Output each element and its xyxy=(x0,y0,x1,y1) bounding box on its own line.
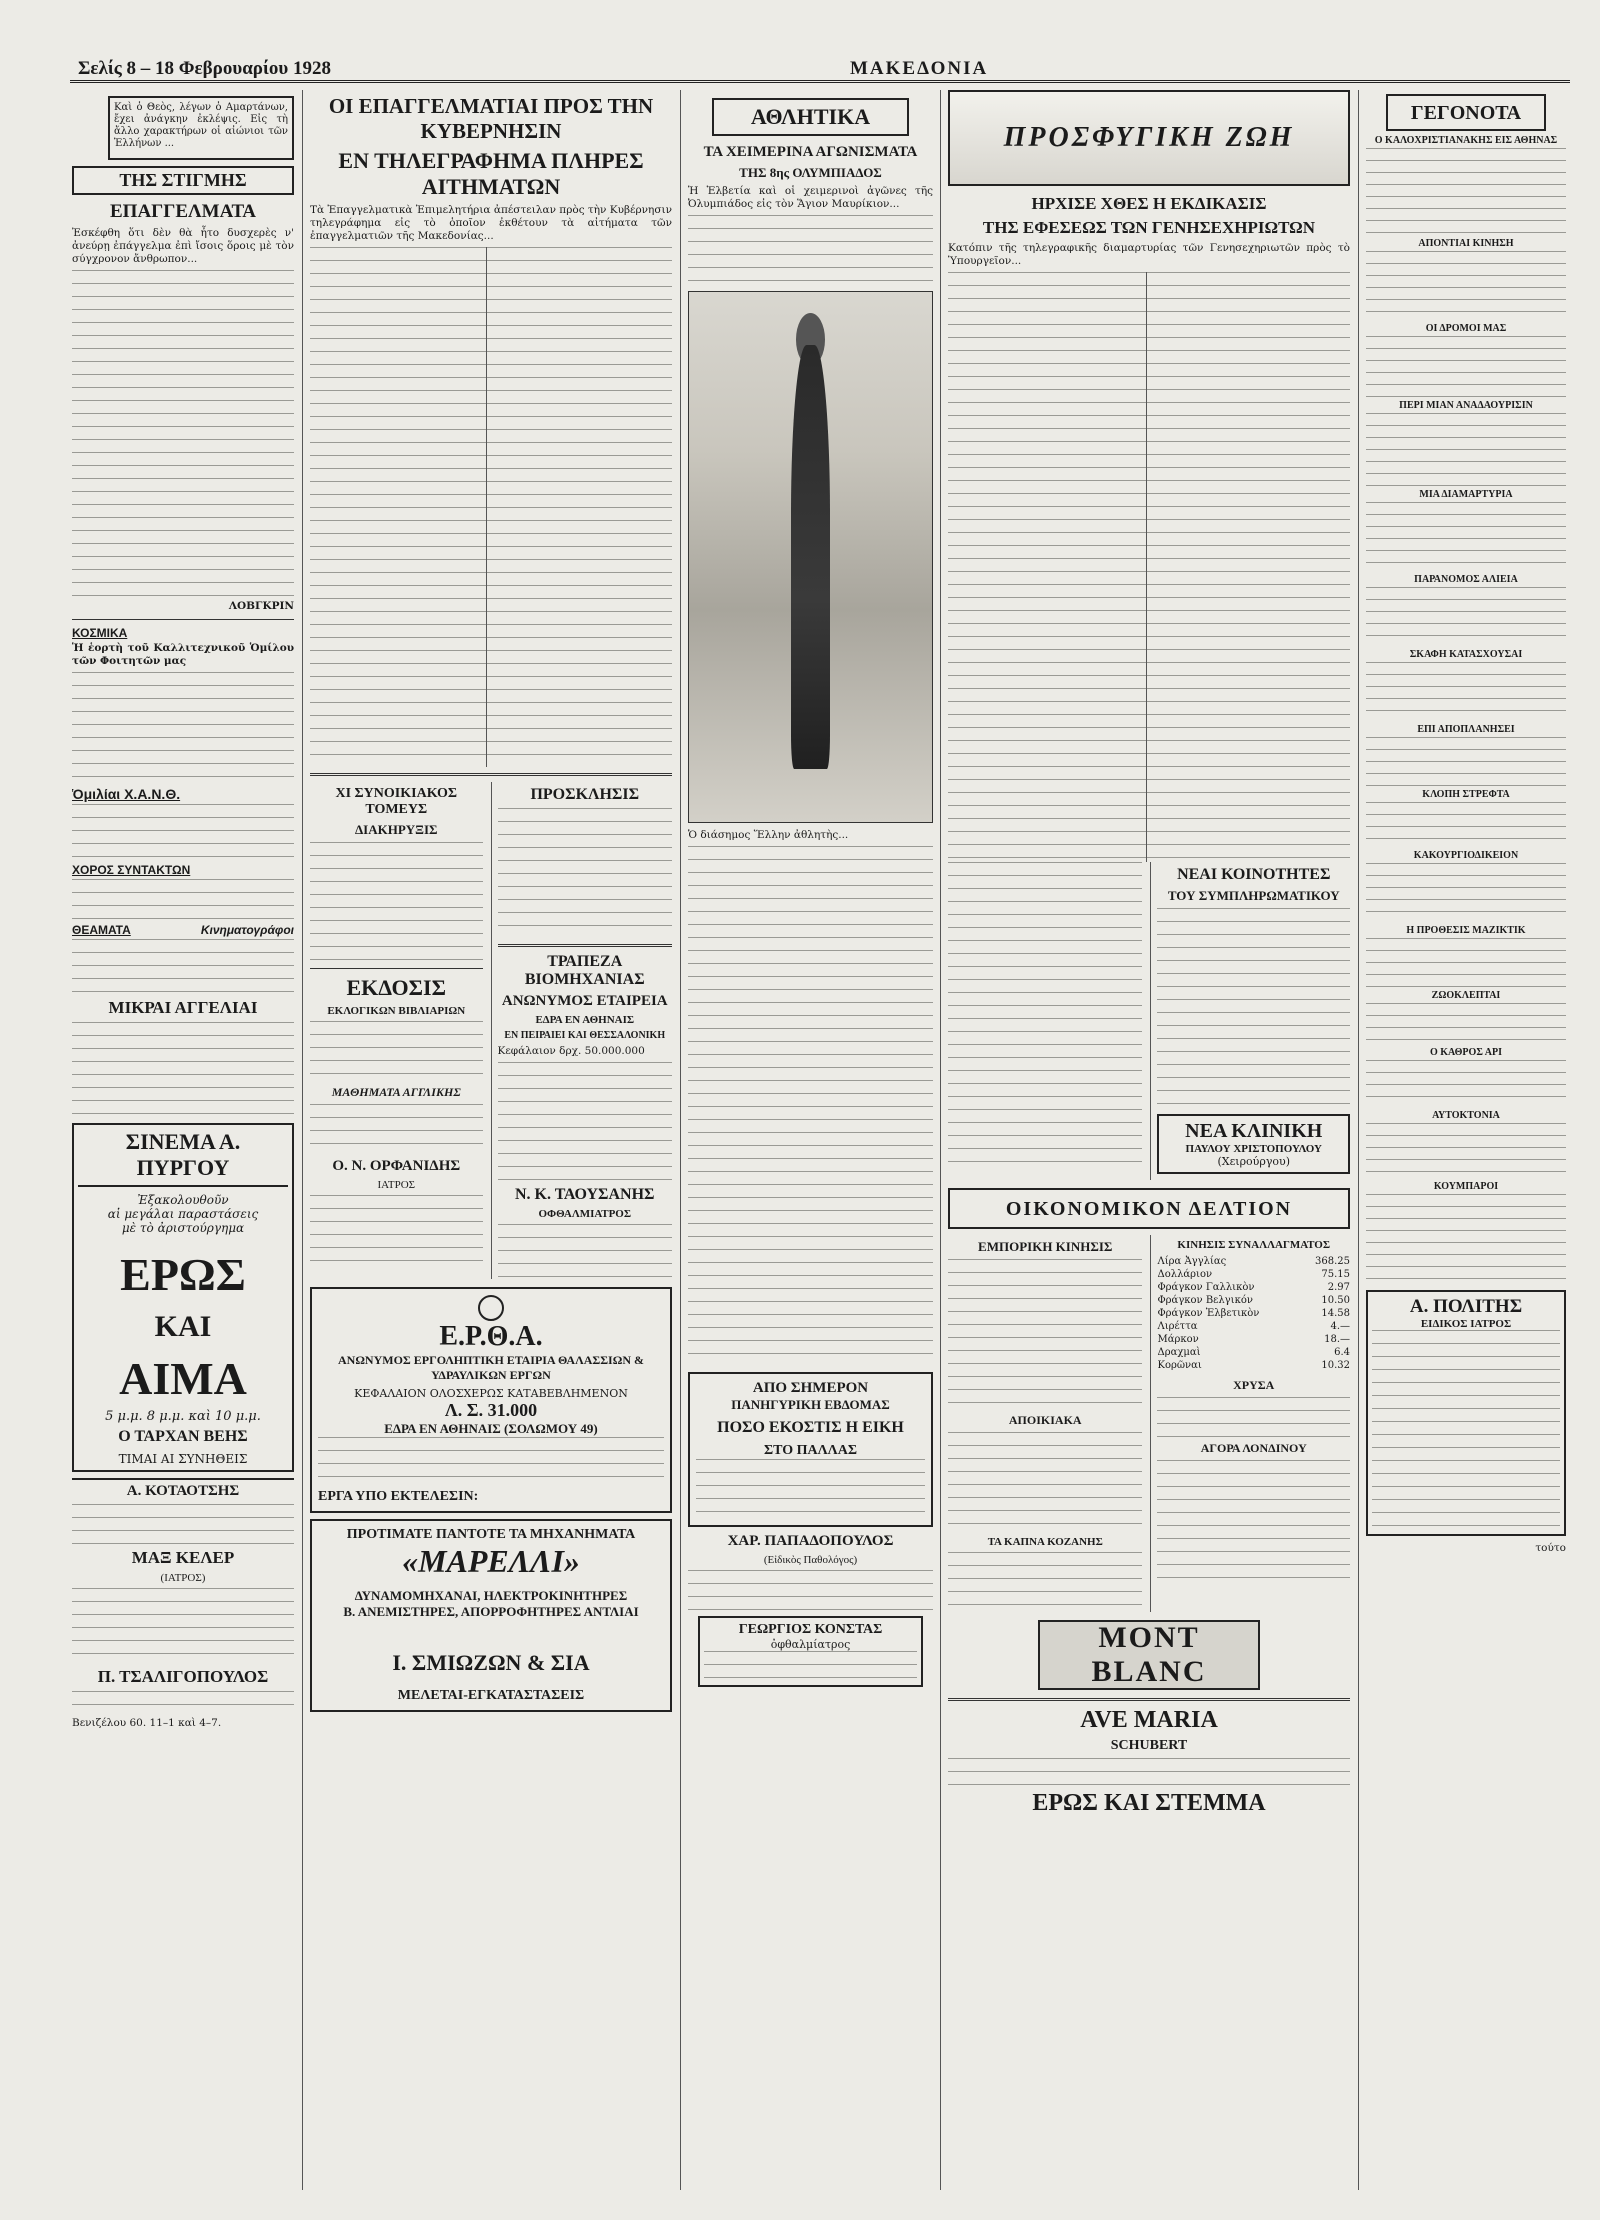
marelli-ad xyxy=(310,1519,672,1712)
pilikotis-title: ΑΠΟ ΣΗΜΕΡΟΝ xyxy=(752,1380,869,1396)
gegonota-item-body xyxy=(1366,863,1566,923)
rates-list xyxy=(1157,1255,1350,1372)
rate-label: Δραχμαὶ xyxy=(1157,1347,1201,1358)
photo-caption: Ὁ διάσημος Ἕλλην ἀθλητὴς... xyxy=(688,829,849,841)
gegonota-item-body xyxy=(1366,587,1566,647)
kosmika-text: Ἡ ἑορτὴ τοῦ Καλλιτεχνικοῦ Ὁμίλου τῶν Φοιτητῶν μας xyxy=(72,642,294,667)
doctor3-name: Π. ΤΣΑΛΙΓΟΠΟΥΛΟΣ xyxy=(97,1667,269,1686)
aggelies-filler xyxy=(72,1022,294,1117)
mathimata-filler xyxy=(310,1104,483,1154)
gegonota-item-title: Ο ΚΑΘΡΟΣ ΑΡΙ xyxy=(1429,1047,1503,1058)
quote-box xyxy=(108,96,294,160)
gegonota-item-title: ΚΛΟΠΗ ΣΤΡΕΦΤΑ xyxy=(1422,789,1510,800)
athletics-body: Ἡ Ἑλβετία καὶ οἱ χειμερινοὶ ἀγῶνες τῆς Ὀλυμπιάδος εἰς τὸν Ἅγιον Μαυρίκιον... xyxy=(688,185,933,210)
oikon-left xyxy=(948,1235,1142,1612)
bank-capital: Κεφάλαιον δρχ. 50.000.000 xyxy=(497,1045,645,1057)
oikon-split xyxy=(948,1235,1350,1612)
prosklisis-title: ΠΡΟΣΚΛΗΣΙΣ xyxy=(530,786,640,803)
col5-foot: τούτο xyxy=(1535,1542,1566,1554)
gegonota-item-title: ΣΚΑΦΗ ΚΑΤΑΣΧΟΥΣΑΙ xyxy=(1409,649,1523,660)
gegonota-item-title: ΟΙ ΔΡΟΜΟΙ ΜΑΣ xyxy=(1425,323,1507,334)
politis-filler xyxy=(1372,1330,1560,1530)
doctor2-name: ΜΑΞ ΚΕΛΕΡ xyxy=(131,1548,235,1567)
col2-right-sub xyxy=(491,782,672,1279)
cinema-title: ΣΙΝΕΜΑ Α. ΠΥΡΓΟΥ xyxy=(78,1129,288,1187)
rate-value: 10.32 xyxy=(1321,1360,1350,1371)
montblanc-text: MONT BLANC xyxy=(1091,1621,1207,1688)
theamata-title: ΘΕΑΜΑΤΑ Κινηματογράφοι xyxy=(72,923,294,937)
doctor-left-filler xyxy=(310,1195,483,1273)
masthead-title: ΜΑΚΕΔΟΝΙΑ xyxy=(850,58,989,79)
column-5 xyxy=(1366,90,1566,2190)
rate-row xyxy=(1157,1294,1350,1307)
bank-sub: ΑΝΩΝΥΜΟΣ ΕΤΑΙΡΕΙΑ xyxy=(501,993,668,1009)
col4-head1: ΗΡΧΙΣΕ ΧΘΕΣ Η ΕΚΔΙΚΑΣΙΣ xyxy=(1031,194,1267,213)
doctor-left-name: Ο. Ν. ΟΡΦΑΝΙΔΗΣ xyxy=(332,1158,461,1174)
oikon-title-box: ΟΙΚΟΝΟΜΙΚΟΝ ΔΕΛΤΙΟΝ xyxy=(948,1188,1350,1229)
avemaria-title: AVE MARIA xyxy=(1080,1707,1218,1733)
col2-article-filler xyxy=(310,247,672,767)
ertha-capital: ΚΕΦΑΛΑΙΟΝ ΟΛΟΣΧΕΡΩΣ ΚΑΤΑΒΕΒΛΗΜΕΝΟΝ xyxy=(354,1387,628,1400)
pilikotis-ad xyxy=(688,1372,933,1527)
kalia-title: ΤΑ ΚΑΠΝΑ ΚΟΖΑΝΗΣ xyxy=(987,1536,1103,1548)
rate-label: Φράγκον Γαλλικὸν xyxy=(1157,1282,1255,1293)
xoros-title: ΧΟΡΟΣ ΣΥΝΤΑΚΤΩΝ xyxy=(72,863,191,877)
marelli-name: «ΜΑΡΕΛΛΙ» xyxy=(402,1543,580,1579)
rate-value: 75.15 xyxy=(1321,1269,1350,1280)
film-title-b: ΚΑΙ xyxy=(154,1310,212,1343)
koinotites-sub: ΤΟΥ ΣΥΜΠΛΗΡΩΜΑΤΙΚΟΥ xyxy=(1167,888,1340,903)
xoros-filler xyxy=(72,879,294,919)
rate-label: Λιρέττα xyxy=(1157,1321,1198,1332)
stigmi-title: ΤΗΣ ΣΤΙΓΜΗΣ xyxy=(72,166,294,195)
gegonota-item-title: ΑΠΟΝΤΙΑΙ ΚΙΝΗΣΗ xyxy=(1418,238,1514,249)
bank-branch: ΕΝ ΠΕΙΡΑΙΕΙ ΚΑΙ ΘΕΣΣΑΛΟΝΙΚΗ xyxy=(504,1030,666,1041)
apoikia-filler xyxy=(948,1432,1142,1532)
gegonota-item-body xyxy=(1366,938,1566,988)
doctor-right-sub: ΟΦΘΑΛΜΙΑΤΡΟΣ xyxy=(538,1208,632,1220)
rate-value: 10.50 xyxy=(1321,1295,1350,1306)
athlete-photo xyxy=(688,291,933,823)
schubert: SCHUBERT xyxy=(1110,1738,1188,1753)
rate-row xyxy=(1157,1346,1350,1359)
rate-value: 18.— xyxy=(1324,1334,1350,1345)
koinotites-filler xyxy=(1157,908,1350,1108)
col4-article-filler xyxy=(948,272,1350,862)
rate-row xyxy=(1157,1307,1350,1320)
cinema-foot: ΤΙΜΑΙ ΑΙ ΣΥΝΗΘΕΙΣ xyxy=(118,1452,248,1466)
agora-filler xyxy=(1157,1460,1350,1580)
col3-doctor1-sub: (Εἰδικὸς Παθολόγος) xyxy=(763,1554,858,1566)
doctor-left-sub: ΙΑΤΡΟΣ xyxy=(377,1179,416,1191)
smidt-name: Ι. ΣΜΙΩΖΩΝ & ΣΙΑ xyxy=(392,1650,590,1675)
col3-doctor1: ΧΑΡ. ΠΑΠΑΔΟΠΟΥΛΟΣ xyxy=(727,1533,894,1549)
author-sign: ΛΟΒΓΚΡΙΝ xyxy=(228,600,294,612)
col3-doctor2: ΓΕΩΡΓΙΟΣ ΚΟΝΣΤΑΣ xyxy=(738,1622,883,1637)
rate-row xyxy=(1157,1359,1350,1372)
eros-stemma: ΕΡΩΣ ΚΑΙ ΣΤΕΜΜΑ xyxy=(1032,1790,1266,1816)
rate-row xyxy=(1157,1333,1350,1346)
gegonota-item-body xyxy=(1366,1123,1566,1179)
col4-right xyxy=(1150,862,1350,1180)
synallagma-title: ΚΙΝΗΣΙΣ ΣΥΝΑΛΛΑΓΜΑΤΟΣ xyxy=(1177,1239,1331,1251)
gegonota-item-body xyxy=(1366,251,1566,321)
athletics-filler xyxy=(688,215,933,285)
athletics-sub1: ΤΑ ΧΕΙΜΕΡΙΝΑ ΑΓΩΝΙΣΜΑΤΑ xyxy=(703,144,918,160)
col3-doctor1-filler xyxy=(688,1570,933,1610)
gegonota-item-title: ΜΙΑ ΔΙΑΜΑΡΤΥΡΙΑ xyxy=(1419,489,1513,500)
kosmika-body-filler xyxy=(72,672,294,782)
rate-label: Κορῶναι xyxy=(1157,1360,1202,1371)
bank-title: ΤΡΑΠΕΖΑ ΒΙΟΜΗΧΑΝΙΑΣ xyxy=(524,953,645,988)
col2-headline1: ΟΙ ΕΠΑΓΓΕΛΜΑΤΙΑΙ ΠΡΟΣ ΤΗΝ ΚΥΒΕΡΝΗΣΙΝ xyxy=(328,94,654,143)
marelli-mid2: Β. ΑΝΕΜΙΣΤΗΡΕΣ, ΑΠΟΡΡΟΦΗΤΗΡΕΣ ΑΝΤΛΙΑΙ xyxy=(343,1604,639,1619)
politis-box xyxy=(1366,1290,1566,1536)
rate-value: 14.58 xyxy=(1321,1308,1350,1319)
doctor1-name: Α. ΚΟΤΑΟΤΣΗΣ xyxy=(72,1478,294,1500)
column-2 xyxy=(310,90,672,2190)
omilia-filler xyxy=(72,804,294,859)
col2-headline2: ΕΝ ΤΗΛΕΓΡΑΦΗΜΑ ΠΛΗΡΕΣ ΑΙΤΗΜΑΤΩΝ xyxy=(338,148,644,199)
rate-value: 2.97 xyxy=(1327,1282,1350,1293)
ekdosis-title: ΕΚΔΟΣΙΣ xyxy=(346,975,446,1000)
montblanc-ad xyxy=(1038,1620,1260,1690)
gegonota-item-title: ΠΕΡΙ ΜΙΑΝ ΑΝΑΔΑΟΥΡΙΣΙΝ xyxy=(1399,400,1533,411)
rate-label: Λίρα Ἀγγλίας xyxy=(1157,1256,1227,1267)
doctor2-sub: (ΙΑΤΡΟΣ) xyxy=(160,1572,206,1584)
gegonota-item-title: ΚΟΥΜΠΑΡΟΙ xyxy=(1433,1181,1499,1192)
gegonota-item-title: Ο ΚΑΛΟΧΡΙΣΤΙΑΝΑΚΗΣ ΕΙΣ ΑΘΗΝΑΣ xyxy=(1374,135,1558,146)
banner-text: ΠΡΟΣΦΥΓΙΚΗ ΖΩΗ xyxy=(1003,122,1295,153)
apoikia-title: ΑΠΟΙΚΙΑΚΑ xyxy=(1008,1413,1082,1427)
doctor3-hours: Βενιζέλου 60. 11–1 καὶ 4–7. xyxy=(72,1717,222,1729)
gegonota-item-body xyxy=(1366,336,1566,398)
theamata-filler xyxy=(72,939,294,994)
col2-left-sub xyxy=(310,782,483,1279)
cinema-line2: αἱ μεγάλαι παραστάσεις xyxy=(107,1207,259,1221)
prosklisis-filler xyxy=(498,808,672,938)
cinema-star: Ο ΤΑΡΧΑΝ ΒΕΗΣ xyxy=(118,1428,248,1445)
gegonota-item-body xyxy=(1366,662,1566,722)
syn-filler xyxy=(310,842,483,962)
film-title-c: ΑΙΜΑ xyxy=(119,1353,247,1404)
epaggelmata-title: ΕΠΑΓΓΕΛΜΑΤΑ xyxy=(110,201,256,222)
ertha-title: Ε.Ρ.Θ.Α. xyxy=(439,1321,543,1352)
syn-title: ΧΙ ΣΥΝΟΙΚΙΑΚΟΣ ΤΟΜΕΥΣ xyxy=(335,786,458,817)
ertha-sub: ΑΝΩΝΥΜΟΣ ΕΡΓΟΛΗΠΤΙΚΗ ΕΤΑΙΡΙΑ ΘΑΛΑΣΣΙΩΝ & ΥΔΡΑΥΛΙΚΩΝ ΕΡΓΩΝ xyxy=(337,1353,645,1382)
pilikotis-ad-title: ΠΟΣΟ ΕΚΟΣΤΙΣ Η ΕΙΚΗ xyxy=(717,1419,904,1436)
cinema-times: 5 μ.μ. 8 μ.μ. καὶ 10 μ.μ. xyxy=(105,1409,261,1424)
gegonota-item-title: ΚΑΚΟΥΡΓΙΟΔΙΚΕΙΟΝ xyxy=(1413,850,1519,861)
gegonota-item-body xyxy=(1366,1003,1566,1045)
rate-label: Μάρκον xyxy=(1157,1334,1199,1345)
col4-left-filler xyxy=(948,862,1142,1162)
aggelies-title: ΜΙΚΡΑΙ ΑΓΓΕΛΙΑΙ xyxy=(108,998,258,1017)
ertha-logo-icon xyxy=(478,1295,504,1321)
emporiki-filler xyxy=(948,1259,1142,1409)
kalia-filler xyxy=(948,1552,1142,1612)
col3-doctor2-sub: ὀφθαλμίατρος xyxy=(770,1638,851,1651)
column-1 xyxy=(72,90,294,2190)
epaggelmata-body-filler xyxy=(72,270,294,600)
col2-split-row xyxy=(310,782,672,1279)
doctor2-filler xyxy=(72,1588,294,1663)
oikon-right xyxy=(1150,1235,1350,1612)
ertha-filler xyxy=(318,1437,664,1489)
politis-sub: ΕΙΔΙΚΟΣ ΙΑΤΡΟΣ xyxy=(1420,1318,1512,1330)
kosmika-title: ΚΟΣΜΙΚΑ xyxy=(72,626,128,640)
gegonota-item-body xyxy=(1366,802,1566,848)
col4-head2: ΤΗΣ ΕΦΕΣΕΩΣ ΤΩΝ ΓΕΝΗΣΕΧΗΡΙΩΤΩΝ xyxy=(982,218,1316,237)
chrysa-title: ΧΡΥΣΑ xyxy=(1233,1378,1275,1392)
gegonota-item-title: ΖΩΟΚΛΕΠΤΑΙ xyxy=(1431,990,1501,1001)
rate-label: Φράγκον Βελγικόν xyxy=(1157,1295,1253,1306)
ertha-amount: Λ. Σ. 31.000 xyxy=(444,1400,538,1420)
bank-seat: ΕΔΡΑ ΕΝ ΑΘΗΝΑΙΣ xyxy=(535,1014,635,1026)
bank-filler xyxy=(498,1062,672,1182)
klinik-box xyxy=(1157,1114,1350,1174)
col4-body: Κατόπιν τῆς τηλεγραφικῆς διαμαρτυρίας τῶν Γενησεχηριωτῶν πρὸς τὸ Ὑπουργεῖον... xyxy=(948,242,1350,267)
syn-sub: ΔΙΑΚΗΡΥΞΙΣ xyxy=(355,822,438,837)
gegonota-list xyxy=(1366,135,1566,1284)
politis-name: Α. ΠΟΛΙΤΗΣ xyxy=(1409,1296,1523,1317)
prosfygiki-banner xyxy=(948,90,1350,186)
rate-row xyxy=(1157,1255,1350,1268)
marelli-mid: ΔΥΝΑΜΟΜΗΧΑΝΑΙ, ΗΛΕΚΤΡΟΚΙΝΗΤΗΡΕΣ xyxy=(354,1588,628,1603)
ertha-works: ΕΡΓΑ ΥΠΟ ΕΚΤΕΛΕΣΙΝ: xyxy=(318,1489,479,1504)
masthead xyxy=(70,58,1570,83)
pilikotis-sub: ΠΑΝΗΓΥΡΙΚΗ ΕΒΔΟΜΑΣ xyxy=(731,1397,890,1412)
gegonota-item-body xyxy=(1366,502,1566,572)
klinik-title: ΝΕΑ ΚΛΙΝΙΚΗ xyxy=(1185,1120,1323,1142)
koinotites-title: ΝΕΑΙ ΚΟΙΝΟΤΗΤΕΣ xyxy=(1177,866,1331,883)
gegonota-item-title: ΑΥΤΟΚΤΟΝΙΑ xyxy=(1432,1110,1500,1121)
cinema-line3: μὲ τὸ ἀριστούργημα xyxy=(121,1221,245,1235)
gegonota-item-title: ΠΑΡΑΝΟΜΟΣ ΑΛΙΕΙΑ xyxy=(1414,574,1518,585)
gegonota-item-body xyxy=(1366,1194,1566,1284)
doctor-right-filler xyxy=(498,1224,672,1279)
gegonota-item-body xyxy=(1366,413,1566,487)
chrysa-filler xyxy=(1157,1397,1350,1437)
ertha-ad xyxy=(310,1287,672,1513)
klinik-doc: ΠΑΥΛΟΥ ΧΡΙΣΤΟΠΟΥΛΟΥ xyxy=(1185,1143,1322,1155)
athletics-sub2: ΤΗΣ 8ης ΟΛΥΜΠΙΑΔΟΣ xyxy=(739,165,882,180)
avemaria-filler xyxy=(948,1758,1350,1786)
epaggelmata-text: Ἐσκέφθη ὅτι δὲν θὰ ἦτο δυσχερὲς ν' ἀνεύρῃ ἐπάγγελμα ἐπὶ ἴσοις ὅροις μὲ τὸν σύγχρονον ἄνθρωπον... xyxy=(72,227,294,265)
col4-split xyxy=(948,862,1350,1180)
rate-value: 4.— xyxy=(1330,1321,1350,1332)
doctor-right-name: Ν. Κ. ΤΑΟΥΣΑΝΗΣ xyxy=(515,1186,655,1203)
marelli-top: ΠΡΟΤΙΜΑΤΕ ΠΑΝΤΟΤΕ ΤΑ ΜΗΧΑΝΗΜΑΤΑ xyxy=(346,1527,636,1542)
athletics-body-filler xyxy=(688,846,933,1366)
klinik-spec: (Χειρούργου) xyxy=(1217,1155,1291,1168)
rate-row xyxy=(1157,1320,1350,1333)
masthead-date: Σελίς 8 – 18 Φεβρουαρίου 1928 xyxy=(78,58,331,79)
rate-value: 6.4 xyxy=(1334,1347,1350,1358)
gegonota-item-body xyxy=(1366,148,1566,236)
rate-value: 368.25 xyxy=(1315,1256,1350,1267)
film-title-a: ΕΡΩΣ xyxy=(120,1249,246,1300)
quote-text: Καὶ ὁ Θεὸς, λέγων ὁ Αμαρτάνων, ἔχει ἀνάγκην ἐκλέψις. Εἰς τὴ ἄλλο χαρακτήρων οἱ αἰώνιοι τῶν Ἑλλήνων ... xyxy=(114,102,288,149)
gegonota-item-title: ΕΠΙ ΑΠΟΠΛΑΝΗΣΕΙ xyxy=(1417,724,1515,735)
mathimata: ΜΑΘΗΜΑΤΑ ΑΓΓΛΙΚΗΣ xyxy=(331,1085,461,1099)
doctor1-filler xyxy=(72,1504,294,1544)
rate-label: Φράγκον Ἑλβετικὸν xyxy=(1157,1308,1260,1319)
pallas-label: ΣΤΟ ΠΑΛΛΑΣ xyxy=(764,1443,857,1458)
pilikotis-filler xyxy=(696,1459,925,1519)
doctor3-filler xyxy=(72,1691,294,1717)
agora-title: ΑΓΟΡΑ ΛΟΝΔΙΝΟΥ xyxy=(1200,1441,1307,1455)
athletics-title: ΑΘΛΗΤΙΚΑ xyxy=(712,98,909,136)
cinema-line1: Ἐξακολουθοῦν xyxy=(137,1193,229,1207)
col2-body: Τὰ Ἐπαγγελματικὰ Ἐπιμελητήρια ἀπέστειλαν πρὸς τὴν Κυβέρνησιν τηλεγράφημα εἰς τὸ ὁποῖον ἐκθέτουν τὰ αἰτήματα τῶν ἐπαγγελματιῶν τῆς Μακεδονίας... xyxy=(310,204,672,242)
rate-row xyxy=(1157,1268,1350,1281)
gegonota-title: ΓΕΓΟΝΟΤΑ xyxy=(1386,94,1546,131)
ertha-seat: ΕΔΡΑ ΕΝ ΑΘΗΝΑΙΣ (ΣΟΛΩΜΟΥ 49) xyxy=(384,1421,598,1436)
gegonota-item-body xyxy=(1366,737,1566,787)
column-4 xyxy=(948,90,1350,2190)
ekdosis-sub: ΕΚΛΟΓΙΚΩΝ ΒΙΒΛΙΑΡΙΩΝ xyxy=(327,1005,466,1017)
column-3 xyxy=(688,90,933,2190)
ekdosis-filler xyxy=(310,1021,483,1081)
col3-doctor2-box xyxy=(698,1616,923,1687)
cinema-ad xyxy=(72,1123,294,1472)
smidt-foot: ΜΕΛΕΤΑΙ-ΕΓΚΑΤΑΣΤΑΣΕΙΣ xyxy=(397,1688,585,1703)
gegonota-item-title: Η ΠΡΟΘΕΣΙΣ ΜΑΖΙΚΤΙΚ xyxy=(1406,925,1526,936)
omilia-title: Ὁμιλίαι Χ.Α.Ν.Θ. xyxy=(72,786,181,802)
emporiki-title: ΕΜΠΟΡΙΚΗ ΚΙΝΗΣΙΣ xyxy=(978,1239,1113,1254)
rate-row xyxy=(1157,1281,1350,1294)
rate-label: Δολλάριον xyxy=(1157,1269,1213,1280)
gegonota-item-body xyxy=(1366,1060,1566,1108)
